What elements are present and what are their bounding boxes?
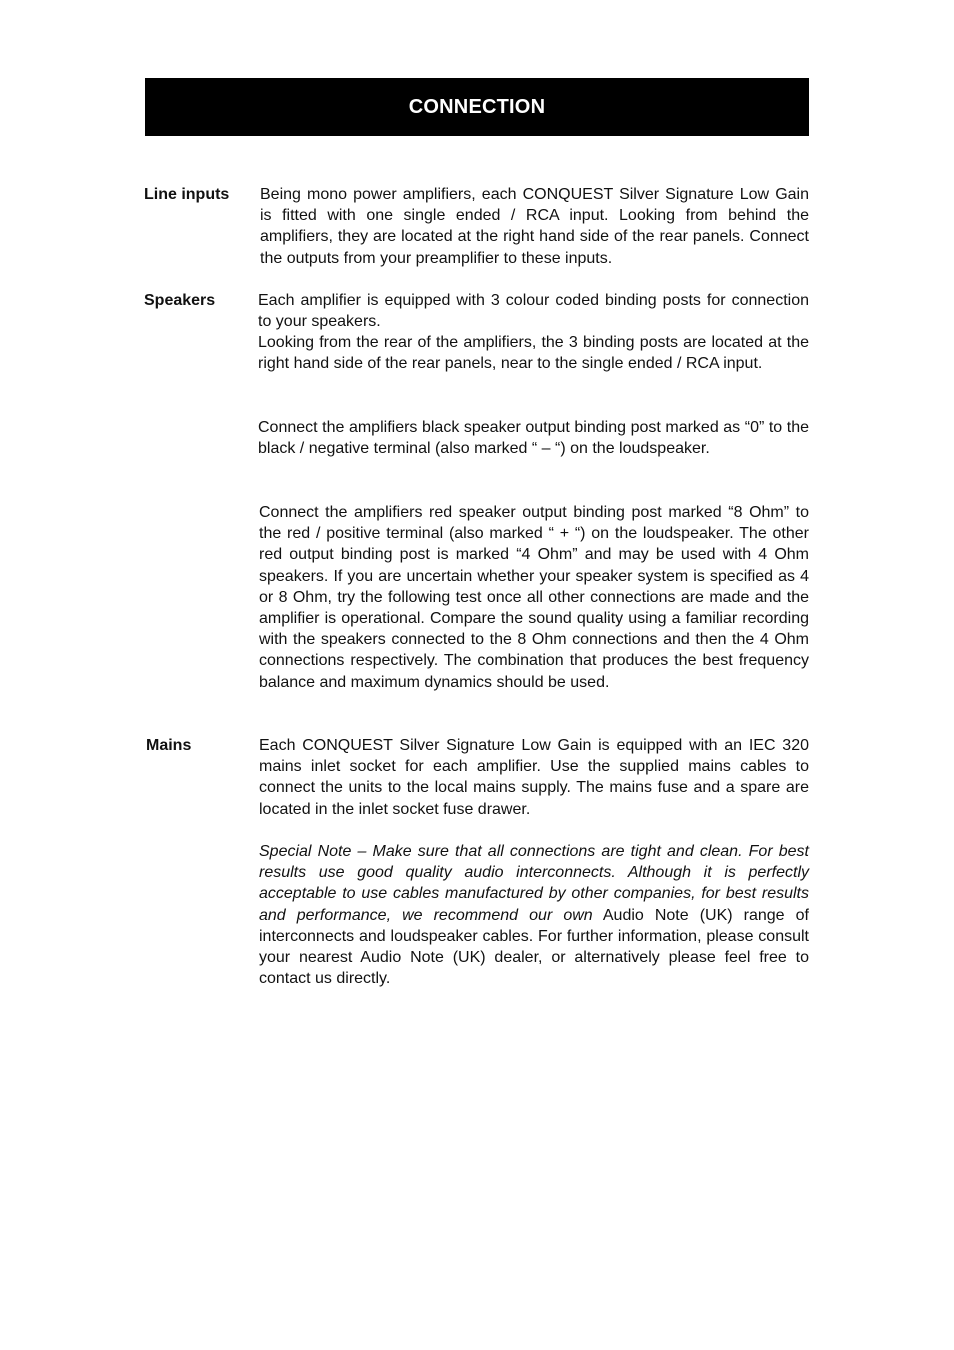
speakers-paragraph-2: Looking from the rear of the amplifiers, the 3 binding posts are located at the right hand side of the rear panels, near to the single ended / RCA input. bbox=[258, 334, 809, 373]
page-title: CONNECTION bbox=[408, 95, 546, 118]
speakers-paragraph-4: Connect the amplifiers red speaker output binding post marked “8 Ohm” to the red / positive terminal (also marked “ + “) on the loudspeaker. The other red output binding post is marked “4 Ohm” and may be used with 4 Ohm speakers. If you are uncertain whether your speaker system is specified as 4 or 8 Ohm, try the following test once all other connections are made and the amplifier is operational. Compare the sound quality using a familiar recording with the speakers connected to the 8 Ohm connections and then the 4 Ohm connections respectively. The combination that produces the best frequency balance and maximum dynamics should be used. bbox=[259, 504, 809, 691]
section-title-bar bbox=[145, 78, 809, 136]
line-inputs-paragraph: Being mono power amplifiers, each CONQUEST Silver Signature Low Gain is fitted with one single ended / RCA input. Looking from behind the amplifiers, they are located at the right hand side of the rear panels. Connect the outputs from your preamplifier to these inputs. bbox=[260, 186, 809, 267]
mains-label: Mains bbox=[146, 737, 192, 754]
speakers-paragraph-3: Connect the amplifiers black speaker output binding post marked as “0” to the black / negative terminal (also marked “ – “) on the loudspeaker. bbox=[258, 419, 809, 458]
line-inputs-label: Line inputs bbox=[144, 186, 230, 203]
speakers-paragraph-1: Each amplifier is equipped with 3 colour coded binding posts for connection to your speakers. bbox=[258, 292, 809, 331]
mains-paragraph: Each CONQUEST Silver Signature Low Gain is equipped with an IEC 320 mains inlet socket for each amplifier. Use the supplied mains cables to connect the units to the local mains supply. The mains fuse and a spare are located in the inlet socket fuse drawer. bbox=[259, 737, 809, 818]
special-note-regular-text: Audio Note (UK) range of interconnects and loudspeaker cables. For further information, please consult your nearest Audio Note (UK) dealer, or alternatively please feel free to contact us directly. bbox=[259, 906, 809, 988]
special-note-paragraph bbox=[259, 841, 809, 989]
special-note-italic-text: Special Note – Make sure that all connections are tight and clean. For best results use good quality audio interconnects. Although it is perfectly acceptable to use cables manufactured by other companies, for best results and performance, we recommend our own bbox=[259, 843, 809, 924]
speakers-label: Speakers bbox=[144, 292, 216, 309]
